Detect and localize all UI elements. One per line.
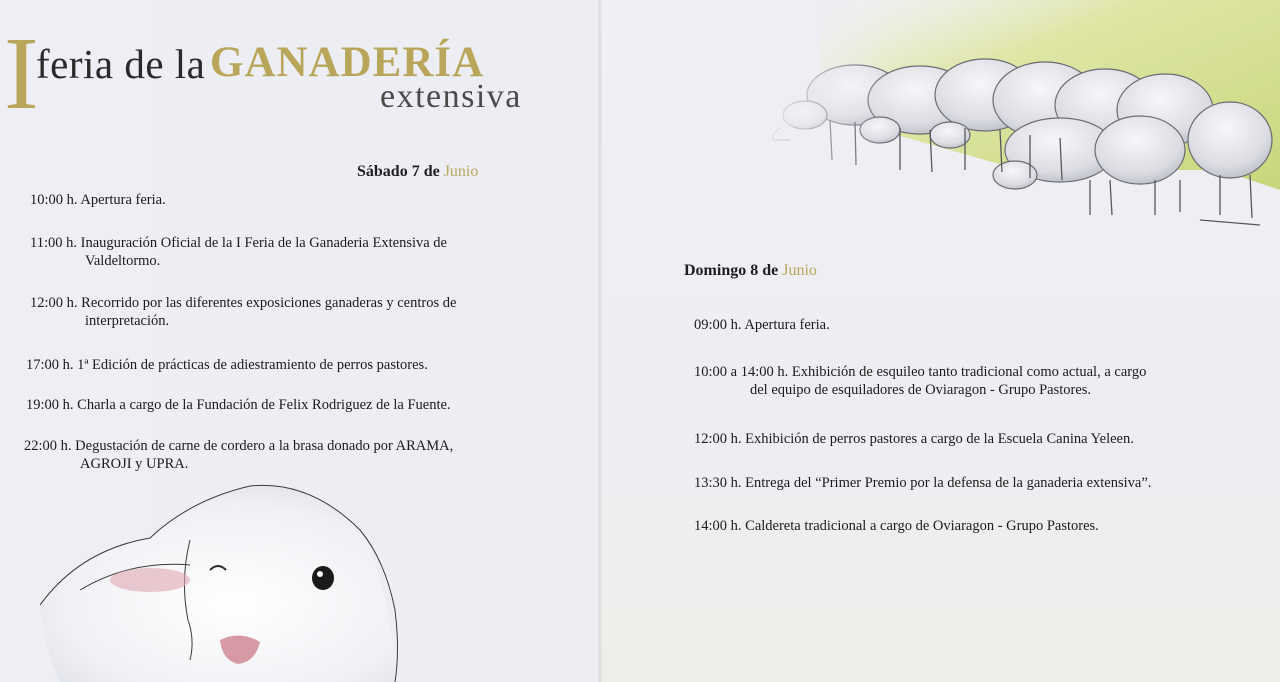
title-feria: feria de la	[36, 41, 206, 87]
event-desc-cont: AGROJI y UPRA.	[80, 456, 189, 472]
event-time: 13:30 h.	[694, 475, 742, 491]
schedule-item-sat-5	[26, 396, 451, 414]
schedule-item-sat-2	[30, 234, 447, 270]
title-extensiva: extensiva	[380, 78, 522, 115]
event-time: 19:00 h.	[26, 397, 74, 413]
event-time: 12:00 h.	[30, 295, 78, 311]
event-desc: Apertura feria.	[744, 317, 830, 333]
event-desc: Recorrido por las diferentes exposiciones ganaderas y centros de	[81, 295, 457, 311]
event-desc-cont: del equipo de esquiladores de Oviaragon - Grupo Pastores.	[750, 382, 1092, 398]
event-desc: Charla a cargo de la Fundación de Felix Rodriguez de la Fuente.	[77, 397, 451, 413]
event-desc: Apertura feria.	[80, 192, 166, 208]
schedule-item-sat-3	[30, 294, 456, 330]
schedule-item-sun-3	[694, 430, 1134, 448]
event-desc: Exhibición de perros pastores a cargo de la Escuela Canina Yeleen.	[745, 431, 1134, 447]
event-time: 11:00 h.	[30, 235, 77, 251]
title-initial: I	[4, 16, 39, 131]
event-desc-cont: interpretación.	[85, 313, 170, 329]
event-time: 10:00 h.	[30, 192, 78, 208]
schedule-item-sat-4	[26, 356, 428, 374]
eye-icon	[312, 566, 334, 590]
event-desc-cont: Valdeltormo.	[85, 253, 161, 269]
event-desc: Degustación de carne de cordero a la brasa donado por ARAMA,	[75, 438, 454, 454]
event-desc: 1ª Edición de prácticas de adiestramiento de perros pastores.	[77, 357, 428, 373]
sheep-flock-illustration	[760, 0, 1280, 235]
schedule-item-sat-1	[30, 191, 166, 209]
event-desc: Exhibición de esquileo tanto tradicional como actual, a cargo	[791, 364, 1147, 380]
page-fold	[598, 0, 602, 682]
lamb-face-illustration	[40, 470, 420, 682]
saturday-heading	[357, 163, 478, 181]
event-desc: Caldereta tradicional a cargo de Oviaragon - Grupo Pastores.	[745, 518, 1099, 534]
schedule-item-sun-5	[694, 517, 1099, 535]
event-time: 12:00 h.	[694, 431, 742, 447]
event-desc: Entrega del “Primer Premio por la defensa de la ganaderia extensiva”.	[745, 475, 1152, 491]
schedule-item-sun-1	[694, 316, 830, 334]
event-time: 22:00 h.	[24, 438, 72, 454]
event-time: 09:00 h.	[694, 317, 742, 333]
schedule-item-sat-6	[24, 437, 453, 473]
event-time: 17:00 h.	[26, 357, 74, 373]
sunday-heading	[684, 262, 817, 280]
event-time: 10:00 a 14:00 h.	[694, 364, 789, 380]
saturday-month: Junio	[443, 163, 479, 180]
title-ganaderia: GANADERÍA	[210, 39, 485, 86]
schedule-item-sun-4	[694, 474, 1151, 492]
sunday-day-label: Domingo 8 de	[684, 262, 779, 279]
event-desc: Inauguración Oficial de la I Feria de la Ganaderia Extensiva de	[80, 235, 447, 251]
saturday-day-label: Sábado 7 de	[357, 163, 440, 180]
event-time: 14:00 h.	[694, 518, 742, 534]
sunday-month: Junio	[782, 262, 817, 279]
ear-blush	[110, 568, 190, 592]
schedule-item-sun-2	[694, 363, 1146, 399]
